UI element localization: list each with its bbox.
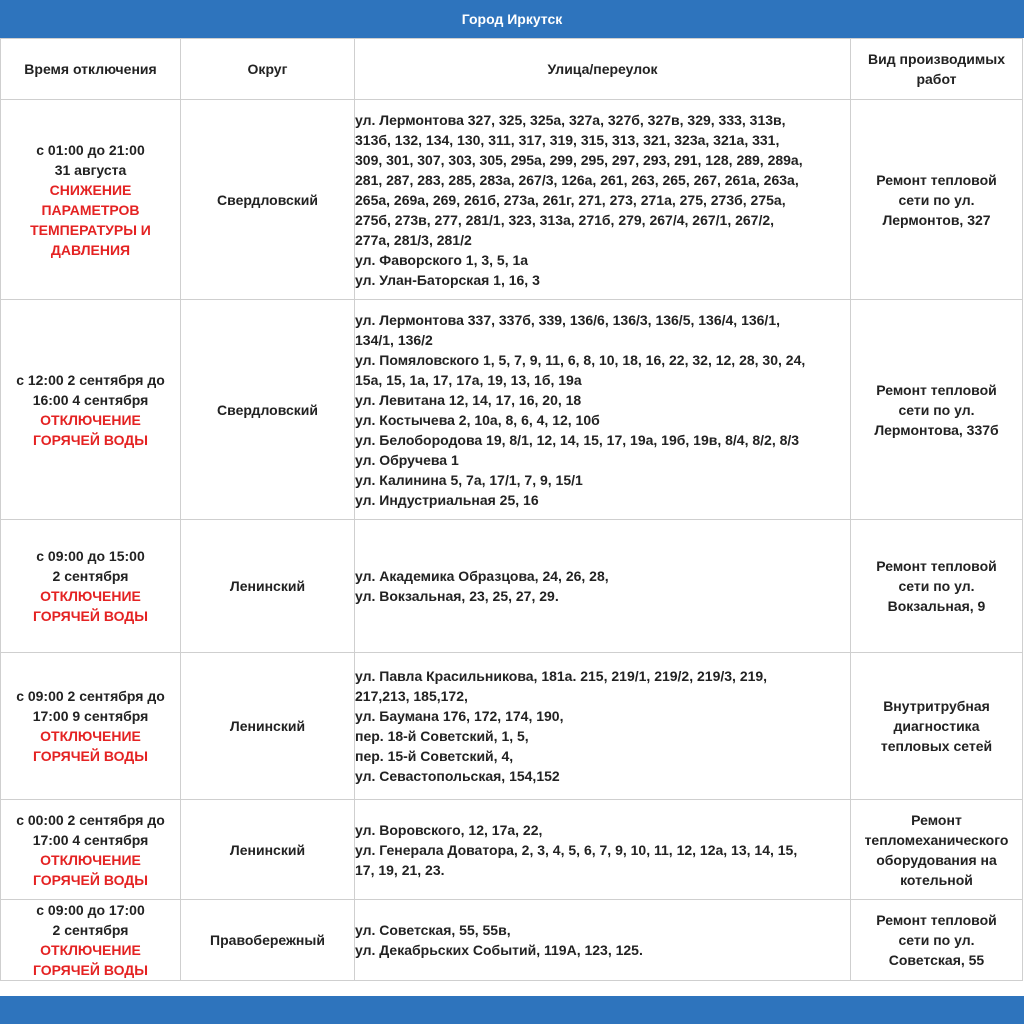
work-cell [851, 300, 1023, 520]
status-line: ОТКЛЮЧЕНИЕ [40, 588, 141, 604]
street-line: ул. Декабрьских Событий, 119А, 123, 125. [355, 942, 643, 958]
street-cell [355, 800, 851, 900]
time-cell [1, 800, 181, 900]
table-row [1, 653, 1023, 800]
work-line: диагностика [893, 718, 980, 734]
street-line: 275б, 273в, 277, 281/1, 323, 313а, 271б, 279, 267/4, 267/1, 267/2, [355, 211, 775, 228]
street-line: пер. 18-й Советский, 1, 5, [355, 728, 529, 744]
table-row [1, 100, 1023, 300]
work-line: Ремонт [911, 811, 962, 828]
header-district: Округ [181, 39, 355, 100]
street-line: ул. Баумана 176, 172, 174, 190, [355, 708, 564, 724]
work-cell [851, 800, 1023, 900]
header-work-line: Вид производимых [868, 51, 1005, 67]
street-line: 265а, 269а, 269, 261б, 273а, 261г, 271, 273, 271а, 275, 273б, 275а, [355, 191, 786, 208]
district-cell: Ленинский [181, 653, 355, 800]
street-line: 217,213, 185,172, [355, 688, 468, 704]
street-line: ул. Белобородова 19, 8/1, 12, 14, 15, 17, 19а, 19б, 19в, 8/4, 8/2, 8/3 [355, 431, 800, 448]
page-title: Город Иркутск [0, 0, 1024, 38]
street-line: пер. 15-й Советский, 4, [355, 748, 514, 764]
street-line: ул. Помяловского 1, 5, 7, 9, 11, 6, 8, 10, 18, 16, 22, 32, 12, 28, 30, 24, [355, 351, 806, 368]
footer-bar [0, 996, 1024, 1024]
work-line: сети по ул. [898, 932, 975, 948]
time-line: с 09:00 до 15:00 [36, 548, 145, 564]
status-line: ОТКЛЮЧЕНИЕ [40, 851, 141, 868]
district-cell: Ленинский [181, 800, 355, 900]
work-line: оборудования на [876, 851, 997, 868]
street-line: ул. Лермонтова 337, 337б, 339, 136/6, 136/3, 136/5, 136/4, 136/1, [355, 311, 780, 328]
table-row [1, 800, 1023, 900]
header-work-line: работ [916, 71, 957, 87]
district-cell: Правобережный [181, 900, 355, 981]
work-line: Ремонт тепловой [876, 912, 997, 928]
street-line: ул. Лермонтова 327, 325, 325а, 327а, 327б, 327в, 329, 333, 313в, [355, 111, 786, 128]
status-line: ГОРЯЧЕЙ ВОДЫ [33, 962, 148, 978]
work-line: сети по ул. [898, 191, 975, 208]
work-line: сети по ул. [898, 578, 975, 594]
status-line: ГОРЯЧЕЙ ВОДЫ [33, 608, 148, 624]
status-line: ПАРАМЕТРОВ [41, 201, 140, 218]
work-line: тепломеханического [864, 831, 1009, 848]
work-cell [851, 100, 1023, 300]
header-street: Улица/переулок [355, 39, 851, 100]
status-line: ГОРЯЧЕЙ ВОДЫ [33, 871, 148, 888]
street-cell [355, 300, 851, 520]
status-line: ГОРЯЧЕЙ ВОДЫ [33, 431, 148, 448]
street-line: 281, 287, 283, 285, 283а, 267/3, 126а, 261, 263, 265, 267, 261а, 263а, [355, 171, 799, 188]
street-line: ул. Советская, 55, 55в, [355, 922, 511, 938]
street-line: ул. Костычева 2, 10а, 8, 6, 4, 12, 10б [355, 411, 600, 428]
street-cell [355, 653, 851, 800]
work-line: Ремонт тепловой [876, 171, 997, 188]
time-line: 31 августа [54, 161, 127, 178]
status-line: СНИЖЕНИЕ [49, 181, 132, 198]
time-cell [1, 520, 181, 653]
work-line: Внутритрубная [883, 698, 990, 714]
header-time: Время отключения [1, 39, 181, 100]
work-line: Ремонт тепловой [876, 558, 997, 574]
status-line: ТЕМПЕРАТУРЫ И [30, 221, 151, 238]
outage-table [0, 38, 1023, 981]
time-line: с 09:00 2 сентября до [16, 688, 165, 704]
time-cell [1, 900, 181, 981]
work-line: Лермонтова, 337б [874, 421, 999, 438]
status-line: ОТКЛЮЧЕНИЕ [40, 728, 141, 744]
street-line: ул. Левитана 12, 14, 17, 16, 20, 18 [355, 391, 582, 408]
time-cell [1, 100, 181, 300]
street-line: ул. Фаворского 1, 3, 5, 1а [355, 251, 529, 268]
street-line: 309, 301, 307, 303, 305, 295а, 299, 295, 297, 293, 291, 128, 289, 289а, [355, 151, 803, 168]
work-line: Ремонт тепловой [876, 381, 997, 398]
work-line: Вокзальная, 9 [887, 598, 986, 614]
time-line: 2 сентября [52, 922, 129, 938]
table-header-row [1, 39, 1023, 100]
time-line: с 12:00 2 сентября до [16, 371, 165, 388]
time-line: с 09:00 до 17:00 [36, 902, 145, 918]
street-line: ул. Обручева 1 [355, 451, 459, 468]
work-line: Советская, 55 [888, 952, 985, 968]
district-cell: Свердловский [181, 300, 355, 520]
street-cell [355, 100, 851, 300]
street-line: ул. Севастопольская, 154,152 [355, 768, 560, 784]
work-line: Лермонтов, 327 [882, 211, 991, 228]
work-cell [851, 900, 1023, 981]
time-line: 16:00 4 сентября [32, 391, 149, 408]
time-line: 2 сентября [52, 568, 129, 584]
street-line: ул. Генерала Доватора, 2, 3, 4, 5, 6, 7, 9, 10, 11, 12, 12а, 13, 14, 15, [355, 841, 798, 858]
street-line: 134/1, 136/2 [355, 331, 433, 348]
table-row [1, 900, 1023, 981]
street-line: ул. Павла Красильникова, 181а. 215, 219/1, 219/2, 219/3, 219, [355, 668, 768, 684]
status-line: ОТКЛЮЧЕНИЕ [40, 942, 141, 958]
header-work [851, 39, 1023, 100]
street-line: ул. Воровского, 12, 17а, 22, [355, 821, 543, 838]
district-cell: Ленинский [181, 520, 355, 653]
street-line: ул. Индустриальная 25, 16 [355, 491, 539, 508]
street-line: ул. Академика Образцова, 24, 26, 28, [355, 568, 609, 584]
time-line: с 01:00 до 21:00 [36, 141, 145, 158]
status-line: ОТКЛЮЧЕНИЕ [40, 411, 141, 428]
status-line: ГОРЯЧЕЙ ВОДЫ [33, 748, 148, 764]
status-line: ДАВЛЕНИЯ [50, 241, 131, 258]
street-cell [355, 520, 851, 653]
street-line: 17, 19, 21, 23. [355, 861, 445, 878]
work-cell [851, 653, 1023, 800]
street-cell [355, 900, 851, 981]
time-cell [1, 300, 181, 520]
street-line: ул. Улан-Баторская 1, 16, 3 [355, 271, 540, 288]
work-line: тепловых сетей [880, 738, 993, 754]
street-line: 313б, 132, 134, 130, 311, 317, 319, 315, 313, 321, 323а, 321а, 331, [355, 131, 780, 148]
time-cell [1, 653, 181, 800]
street-line: ул. Вокзальная, 23, 25, 27, 29. [355, 588, 559, 604]
table-row [1, 300, 1023, 520]
time-line: с 00:00 2 сентября до [16, 811, 165, 828]
table-row [1, 520, 1023, 653]
time-line: 17:00 9 сентября [32, 708, 149, 724]
district-cell: Свердловский [181, 100, 355, 300]
work-cell [851, 520, 1023, 653]
time-line: 17:00 4 сентября [32, 831, 149, 848]
street-line: 277а, 281/3, 281/2 [355, 231, 472, 248]
street-line: 15а, 15, 1а, 17, 17а, 19, 13, 1б, 19а [355, 371, 582, 388]
street-line: ул. Калинина 5, 7а, 17/1, 7, 9, 15/1 [355, 471, 583, 488]
work-line: котельной [900, 871, 973, 888]
work-line: сети по ул. [898, 401, 975, 418]
